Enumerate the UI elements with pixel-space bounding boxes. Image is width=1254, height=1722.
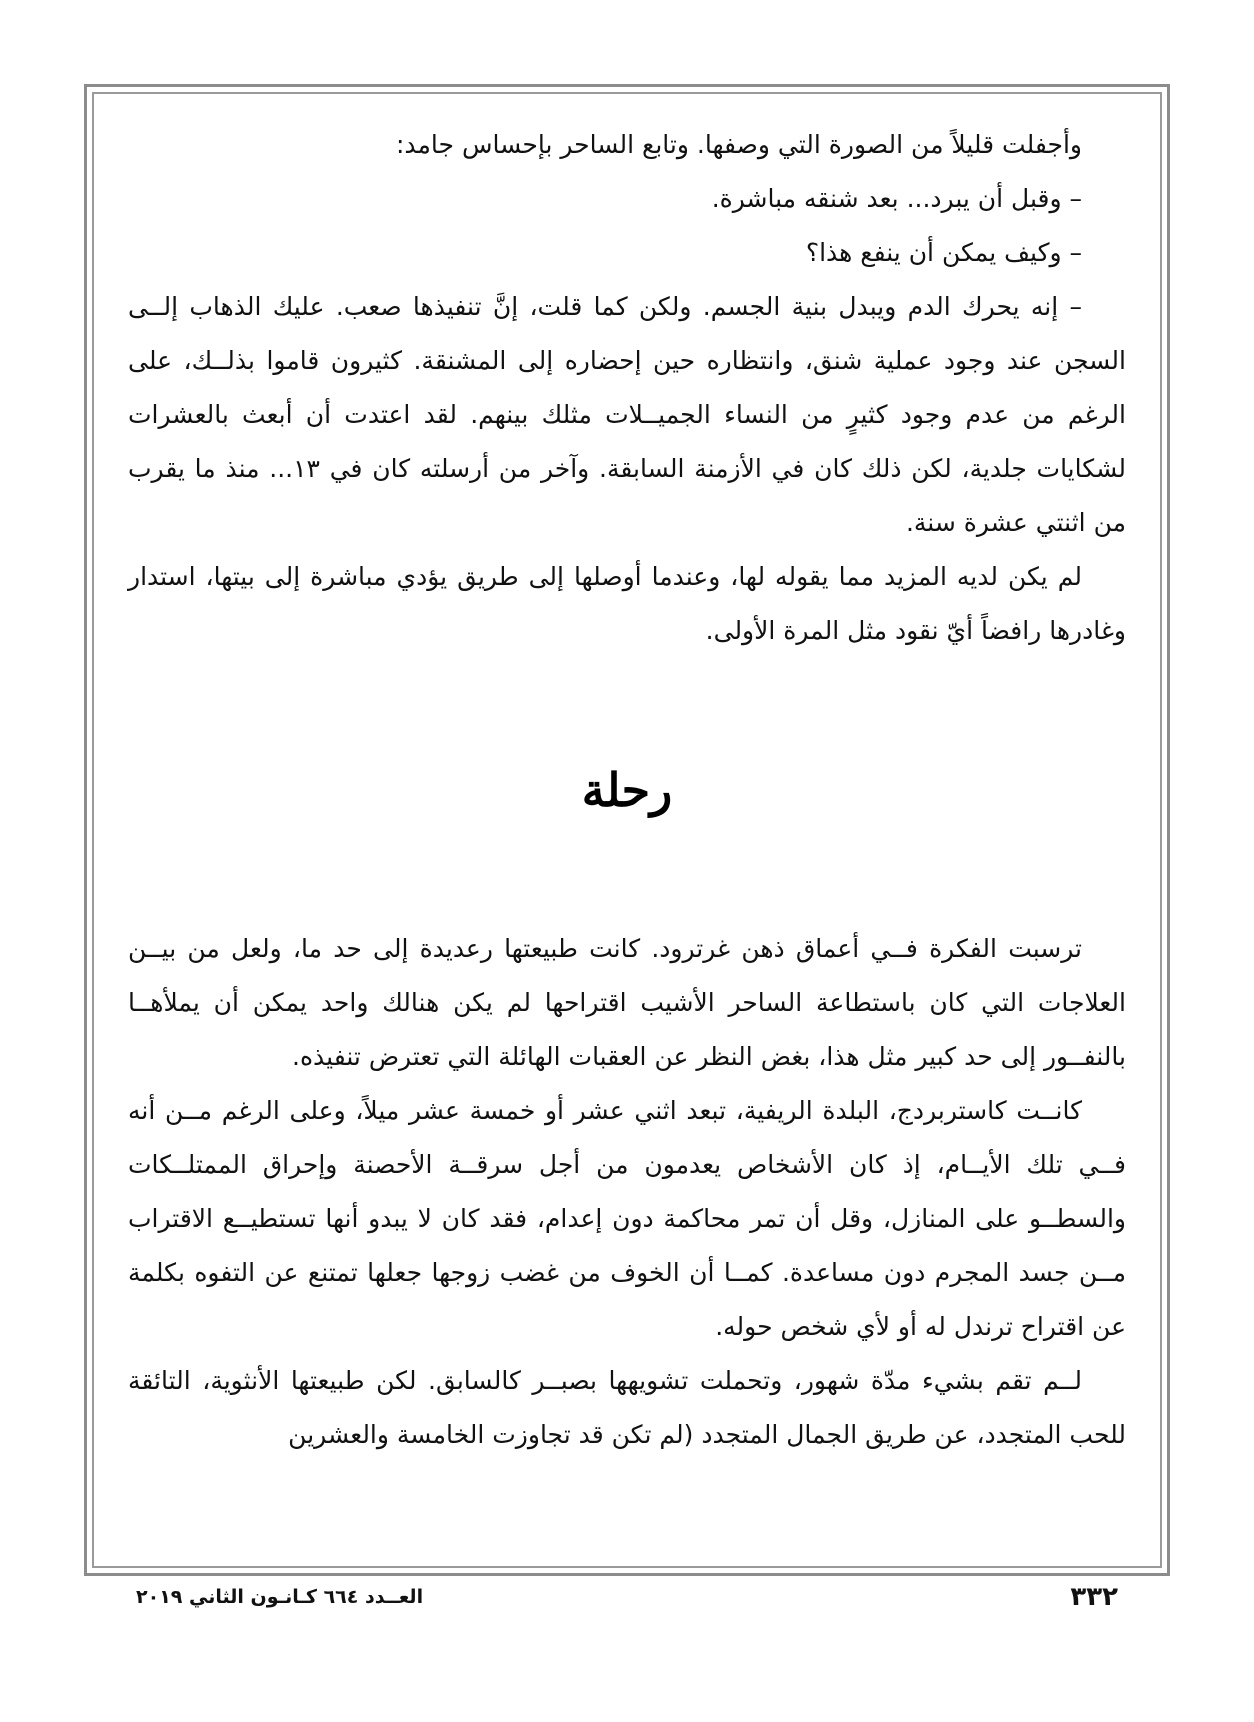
paragraph: وأجفلت قليلاً من الصورة التي وصفها. وتابع الساحر بإحساس جامد: [396, 130, 1082, 159]
dialog-line: – إنه يحرك الدم ويبدل بنية الجسم. ولكن كما قلت، إنَّ تنفيذها صعب. عليك الذهاب إلــى السجن عند وجود عملية شنق، وانتظاره حين إحضاره إلى المشنقة. كثيرون قاموا بذلــك، على الرغم من عدم وجود كثيرٍ من النساء الجميــلات مثلك بينهم. لقد اعتدت أن أبعث بالعشرات لشكايات جلدية، لكن ذلك كان في الأزمنة السابقة. وآخر من أرسلته كان في ١٣... منذ ما يقرب من اثنتي عشرة سنة. [128, 292, 1126, 537]
bottom-text-block [128, 922, 1126, 1462]
page-number: ٣٣٢ [1070, 1582, 1118, 1612]
paragraph: لــم تقم بشيء مدّة شهور، وتحملت تشويهها بصبــر كالسابق. لكن طبيعتها الأنثوية، التائقة للحب المتجدد، عن طريق الجمال المتجدد (لم تكن قد تجاوزت الخامسة والعشرين [128, 1366, 1126, 1449]
issue-info: العــدد ٦٦٤ كـانـون الثاني ٢٠١٩ [136, 1586, 424, 1608]
top-text-block [128, 118, 1126, 658]
paragraph: ترسبت الفكرة فــي أعماق ذهن غرترود. كانت طبيعتها رعديدة إلى حد ما، ولعل من بيــن العلاجات التي كان باستطاعة الساحر الأشيب اقتراحها لم يكن هنالك واحد يمكن أن يملأهــا بالنفــور إلى حد كبير مثل هذا، بغض النظر عن العقبات الهائلة التي تعترض تنفيذه. [128, 934, 1126, 1071]
section-title: رحلة [581, 763, 673, 817]
paragraph: كانــت كاستربردج، البلدة الريفية، تبعد اثني عشر أو خمسة عشر ميلاً، وعلى الرغم مــن أنه فــي تلك الأيــام، إذ كان الأشخاص يعدمون من أجل سرقــة الأحصنة وإحراق الممتلــكات والسطــو على المنازل، وقل أن تمر محاكمة دون إعدام، فقد كان لا يبدو أنها تستطيــع الاقتراب مــن جسد المجرم دون مساعدة. كمــا أن الخوف من غضب زوجها جعلها تمتنع عن التفوه بكلمة عن اقتراح ترندل له أو لأي شخص حوله. [128, 1096, 1126, 1341]
page-footer [0, 1582, 1254, 1622]
dialog-line: – وقبل أن يبرد... بعد شنقه مباشرة. [711, 184, 1082, 213]
dialog-line: – وكيف يمكن أن ينفع هذا؟ [805, 238, 1082, 267]
paragraph: لم يكن لديه المزيد مما يقوله لها، وعندما أوصلها إلى طريق يؤدي مباشرة إلى بيتها، استدار وغادرها رافضاً أيّ نقود مثل المرة الأولى. [128, 562, 1126, 645]
